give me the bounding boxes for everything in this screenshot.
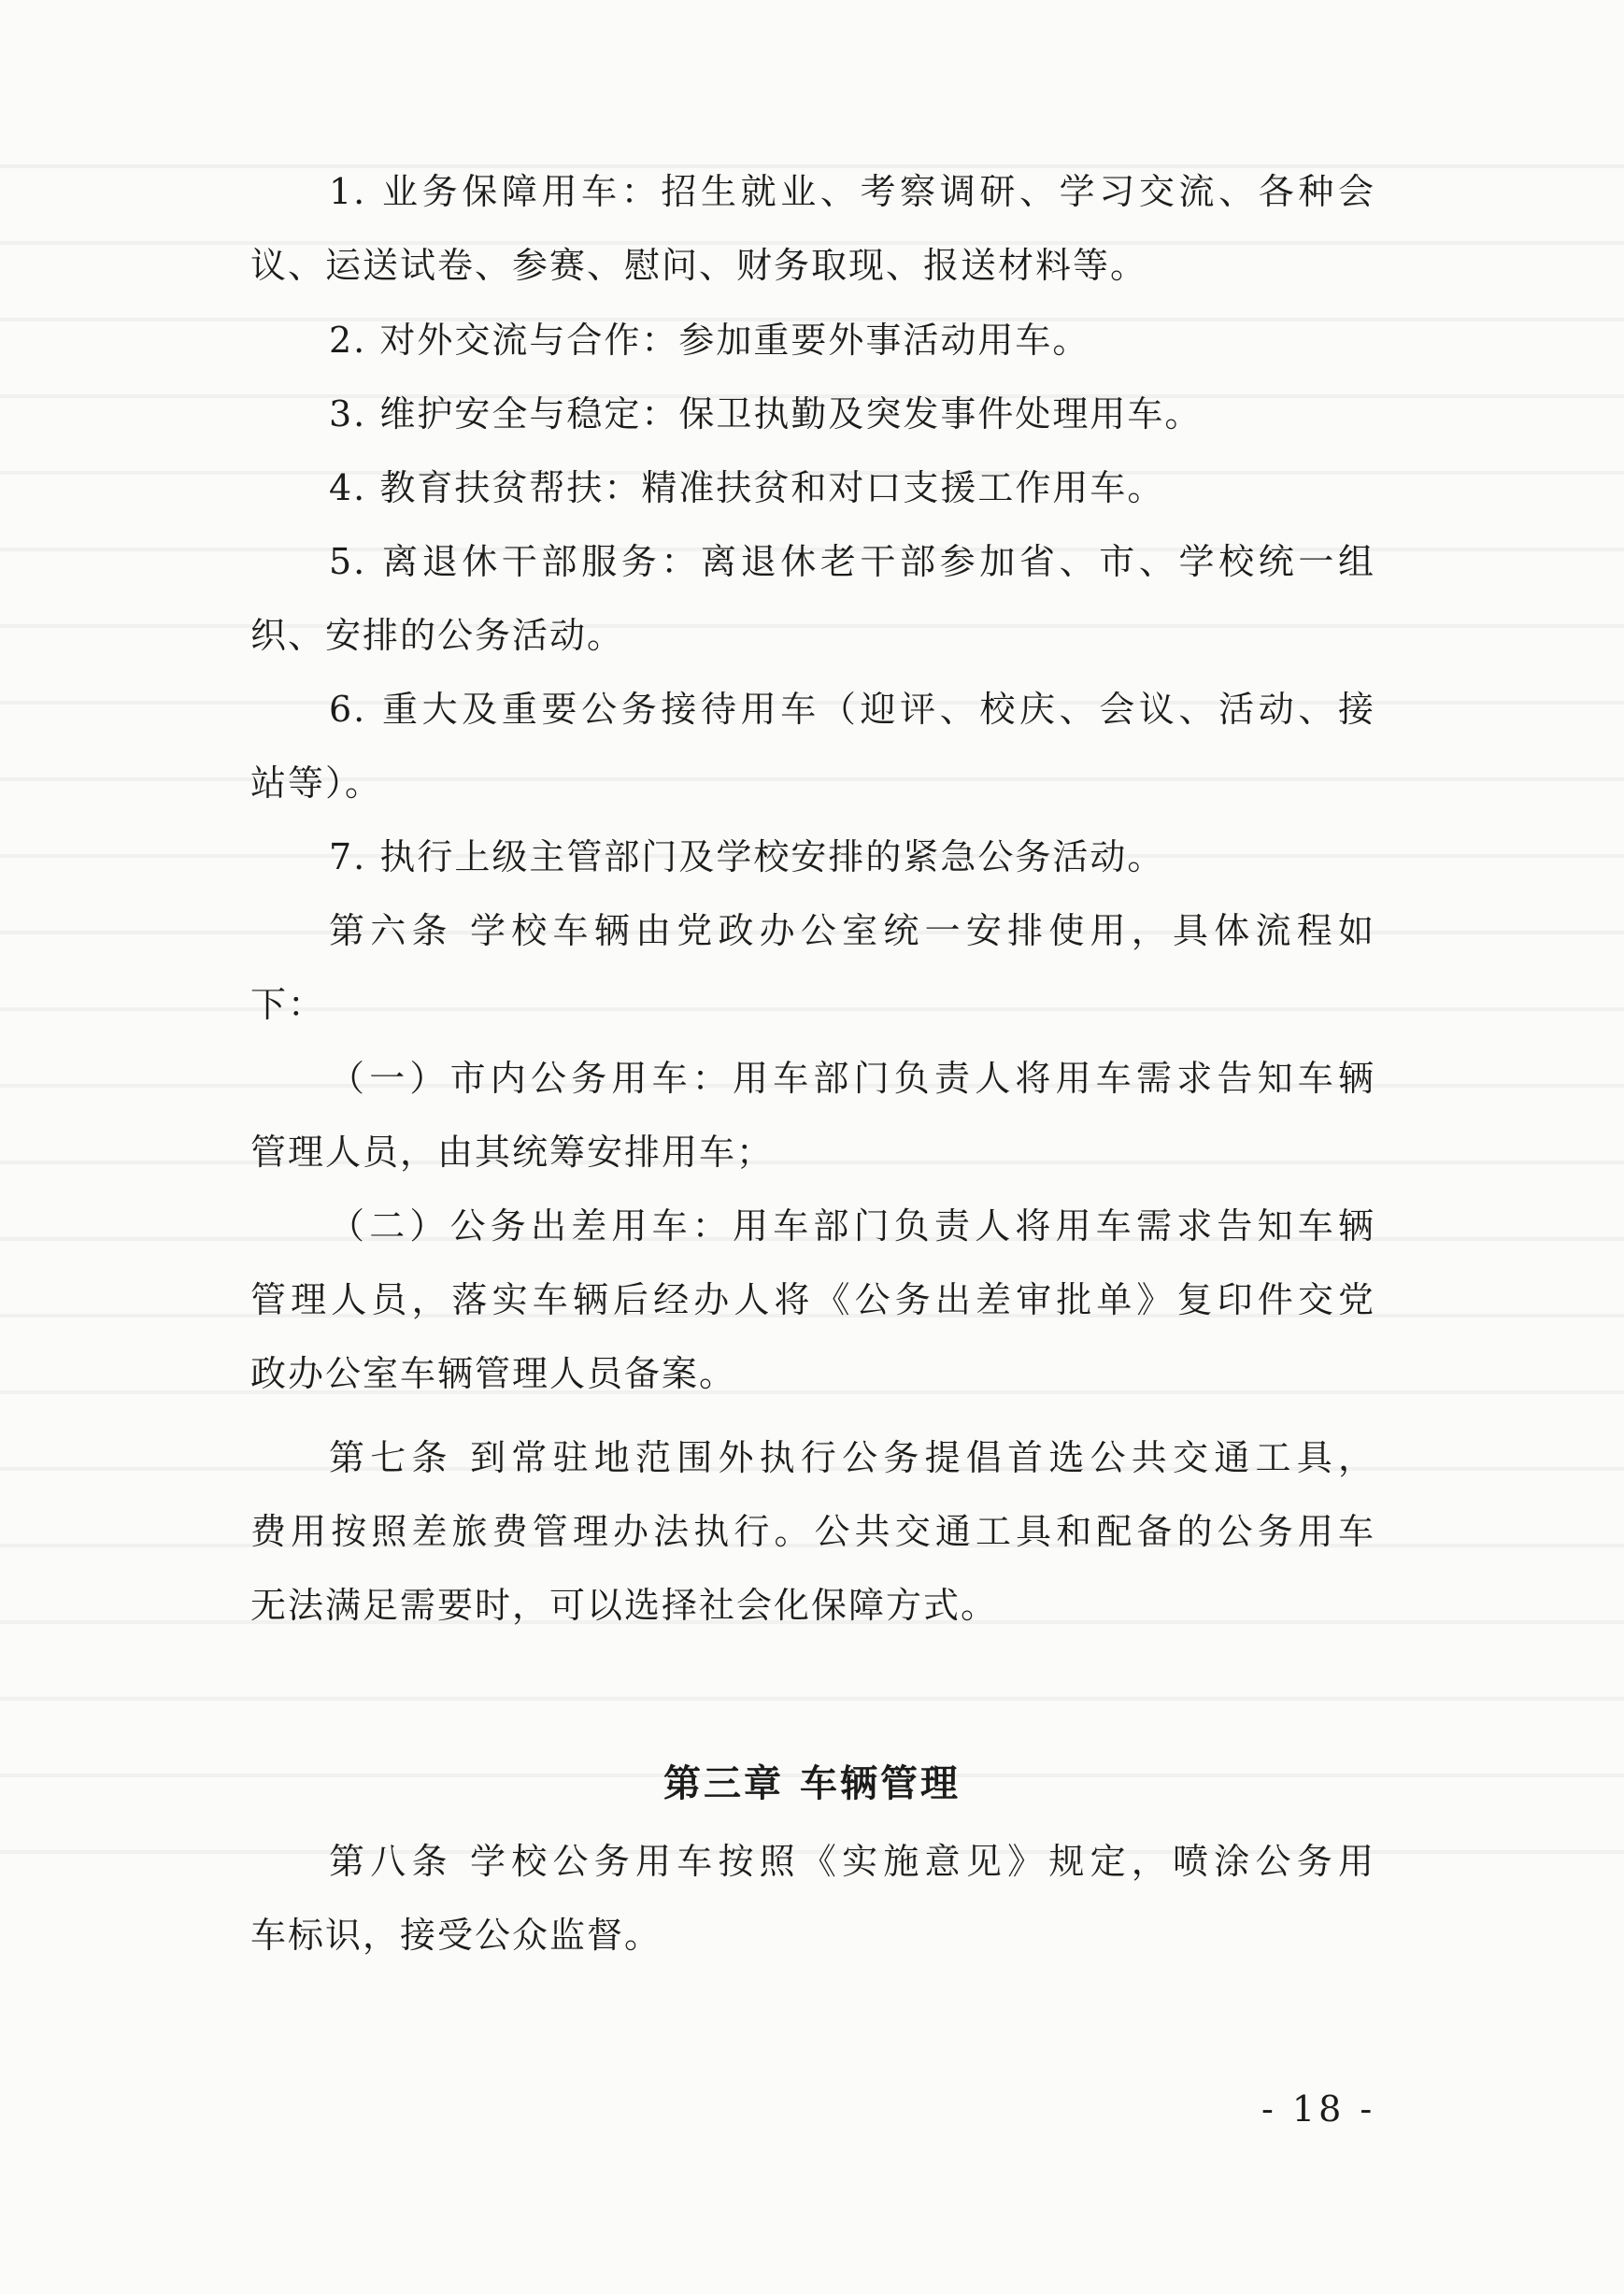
item-1-line-2: 议、运送试卷、参赛、慰问、财务取现、报送材料等。 [250, 245, 1148, 286]
process-item-2-line-1: （二）公务出差用车：用车部门负责人将用车需求告知车辆 [329, 1205, 1375, 1247]
process-item-1-line-1: （一）市内公务用车：用车部门负责人将用车需求告知车辆 [329, 1058, 1375, 1099]
item-5-line-1: 5. 离退休干部服务：离退休老干部参加省、市、学校统一组 [329, 541, 1375, 582]
article-8-line-1: 第八条 学校公务用车按照《实施意见》规定，喷涂公务用 [329, 1841, 1375, 1882]
item-6-line-1: 6. 重大及重要公务接待用车（迎评、校庆、会议、活动、接 [329, 689, 1375, 730]
process-item-1-line-2: 管理人员，由其统筹安排用车； [250, 1132, 775, 1173]
process-item-2-line-2: 管理人员，落实车辆后经办人将《公务出差审批单》复印件交党 [250, 1279, 1375, 1320]
chapter-3-heading: 第三章 车辆管理 [663, 1762, 961, 1805]
item-1-line-1: 1. 业务保障用车：招生就业、考察调研、学习交流、各种会 [329, 171, 1375, 212]
article-6-line-1: 第六条 学校车辆由党政办公室统一安排使用，具体流程如 [329, 910, 1375, 951]
item-2: 2. 对外交流与合作：参加重要外事活动用车。 [329, 320, 1090, 361]
article-7-line-3: 无法满足需要时，可以选择社会化保障方式。 [250, 1585, 999, 1626]
item-6-line-2: 站等）。 [250, 762, 383, 804]
article-7-line-1: 第七条 到常驻地范围外执行公务提倡首选公共交通工具， [329, 1437, 1375, 1478]
item-5-line-2: 织、安排的公务活动。 [250, 615, 625, 656]
item-4: 4. 教育扶贫帮扶：精准扶贫和对口支援工作用车。 [329, 467, 1165, 508]
article-6-line-2: 下： [250, 984, 326, 1025]
article-8-line-2: 车标识，接受公众监督。 [250, 1915, 662, 1956]
article-7-line-2: 费用按照差旅费管理办法执行。公共交通工具和配备的公务用车 [250, 1511, 1375, 1552]
item-3: 3. 维护安全与稳定：保卫执勤及突发事件处理用车。 [329, 393, 1203, 435]
page-number: - 18 - [1261, 2088, 1376, 2130]
process-item-2-line-3: 政办公室车辆管理人员备案。 [250, 1353, 737, 1394]
item-7: 7. 执行上级主管部门及学校安排的紧急公务活动。 [329, 836, 1165, 877]
